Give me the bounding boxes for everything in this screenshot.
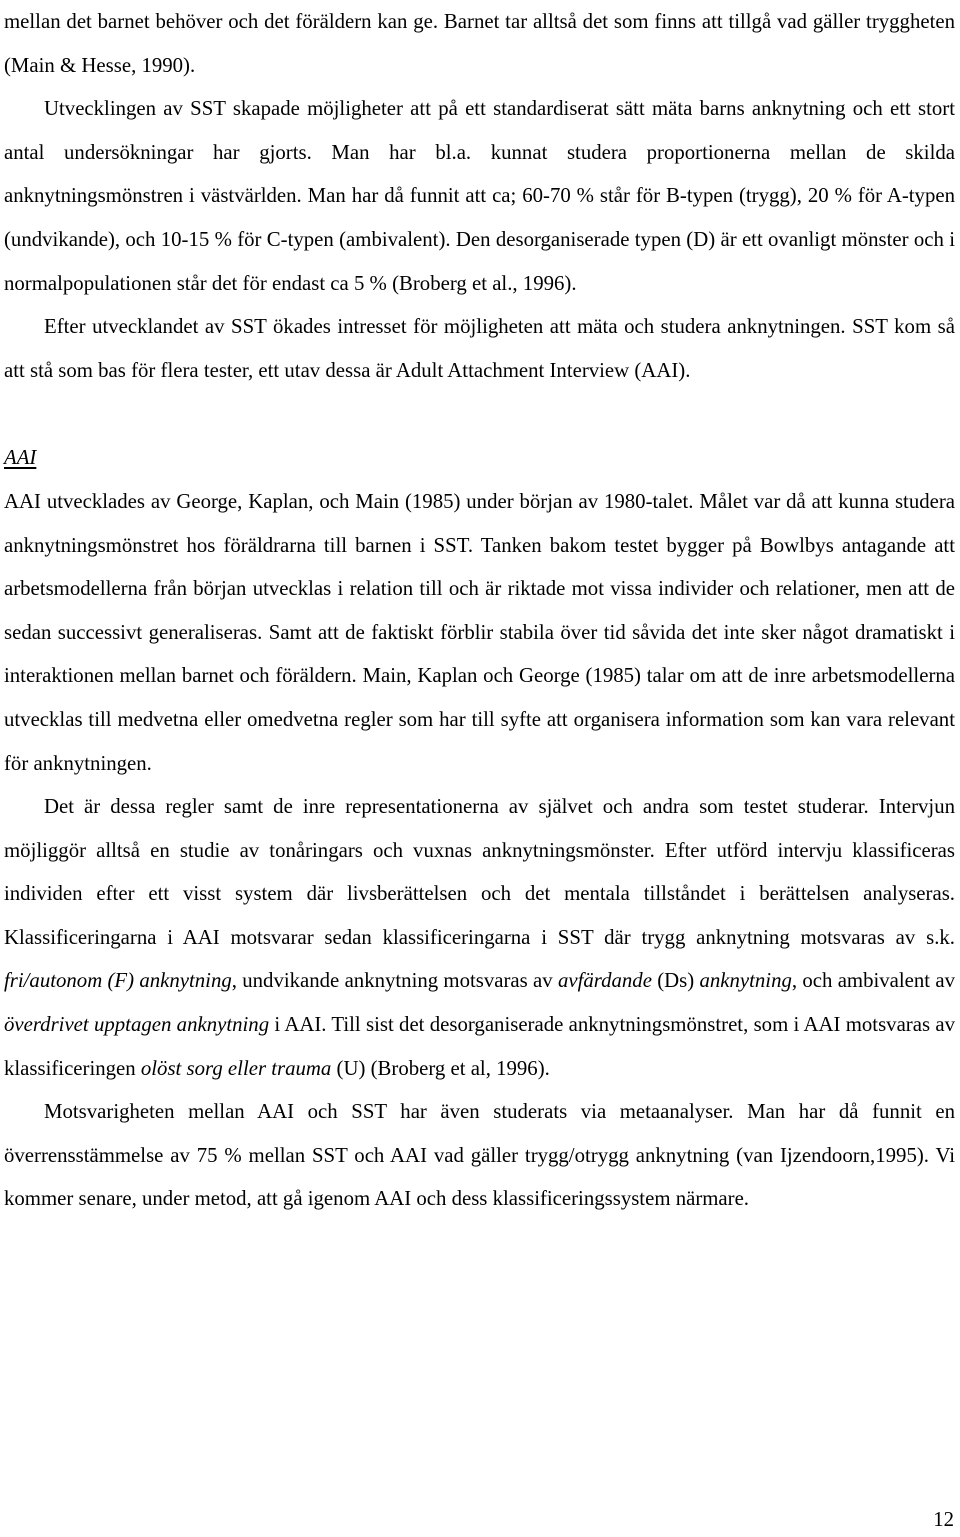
term-attachment: anknytning [699, 969, 792, 993]
term-free-autonomous: fri/autonom (F) anknytning [4, 969, 232, 993]
text-run: Det är dessa regler samt de inre representationerna av självet och andra som testet studerar. Intervjun möjliggör alltså en studie av tonåringars och vuxnas anknytningsmönster. Efter utförd intervju klassificeras individen efter ett visst system där livsberättelsen och det mentala tillståndet i berättelsen analyseras. Klassificeringarna i AAI motsvarar sedan klassificeringarna i SST där trygg anknytning motsvaras av s.k. [4, 795, 955, 949]
term-unresolved: olöst sorg eller trauma [140, 1056, 332, 1080]
paragraph-intro-continuation: mellan det barnet behöver och det föräldern kan ge. Barnet tar alltså det som finns att tillgå vad gäller tryggheten (Main & Hesse, 1990). [4, 10, 955, 77]
text-run: i AAI. Till sist det desorganiserade anknytningsmönstret, som i AAI motsvaras av klassificeringen [4, 1013, 955, 1080]
paragraph-meta-analysis: Motsvarigheten mellan AAI och SST har även studerats via metaanalyser. Man har då funnit en överrensstämmelse av 75 % mellan SST och AAI vad gäller trygg/otrygg anknytning (van Ijzendoorn,1995). Vi kommer senare, under metod, att gå igenom AAI och dess klassificeringssystem närmare. [4, 1100, 955, 1211]
paragraph-aai-origin: AAI utvecklades av George, Kaplan, och Main (1985) under början av 1980-talet. Målet var då att kunna studera anknytningsmönstret hos föräldrarna till barnen i SST. Tanken bakom testet bygger på Bowlbys antagande att arbetsmodellerna från början utvecklas i relation till och är riktade mot vissa individer och relationer, men att de sedan successivt generaliseras. Samt att de faktiskt förblir stabila över tid såvida det inte sker något dramatiskt i interaktionen mellan barnet och föräldern. Main, Kaplan och George (1985) talar om att de inre arbetsmodellerna utvecklas till medvetna eller omedvetna regler som har till syfte att organisera information som kan vara relevant för anknytningen. [4, 489, 955, 775]
term-preoccupied: överdrivet upptagen anknytning [4, 1013, 270, 1037]
text-run: (Ds) [651, 969, 700, 993]
text-run: , och ambivalent av [791, 969, 956, 993]
paragraph-sst-interest: Efter utvecklandet av SST ökades intresset för möjligheten att mäta och studera anknytningen. SST kom så att stå som bas för flera tester, ett utav dessa är Adult Attachment Interview (AAI). [4, 315, 955, 382]
paragraph-aai-rules [4, 785, 955, 1090]
text-run: , undvikande anknytning motsvaras av [231, 969, 558, 993]
page-number: 12 [933, 1508, 954, 1531]
term-dismissing: avfärdande [557, 969, 652, 993]
section-heading-aai: AAI [4, 446, 37, 470]
text-run: (U) (Broberg et al, 1996). [331, 1056, 550, 1080]
paragraph-sst-development: Utvecklingen av SST skapade möjligheter att på ett standardiserat sätt mäta barns anknytning och ett stort antal undersökningar har gjorts. Man har bl.a. kunnat studera proportionerna mellan de skilda anknytningsmönstren i västvärlden. Man har då funnit att ca; 60-70 % står för B-typen (trygg), 20 % för A-typen (undvikande), och 10-15 % för C-typen (ambivalent). Den desorganiserade typen (D) är ett ovanligt mönster och i normalpopulationen står det för endast ca 5 % (Broberg et al., 1996). [4, 97, 955, 295]
page-body [4, 0, 955, 1221]
